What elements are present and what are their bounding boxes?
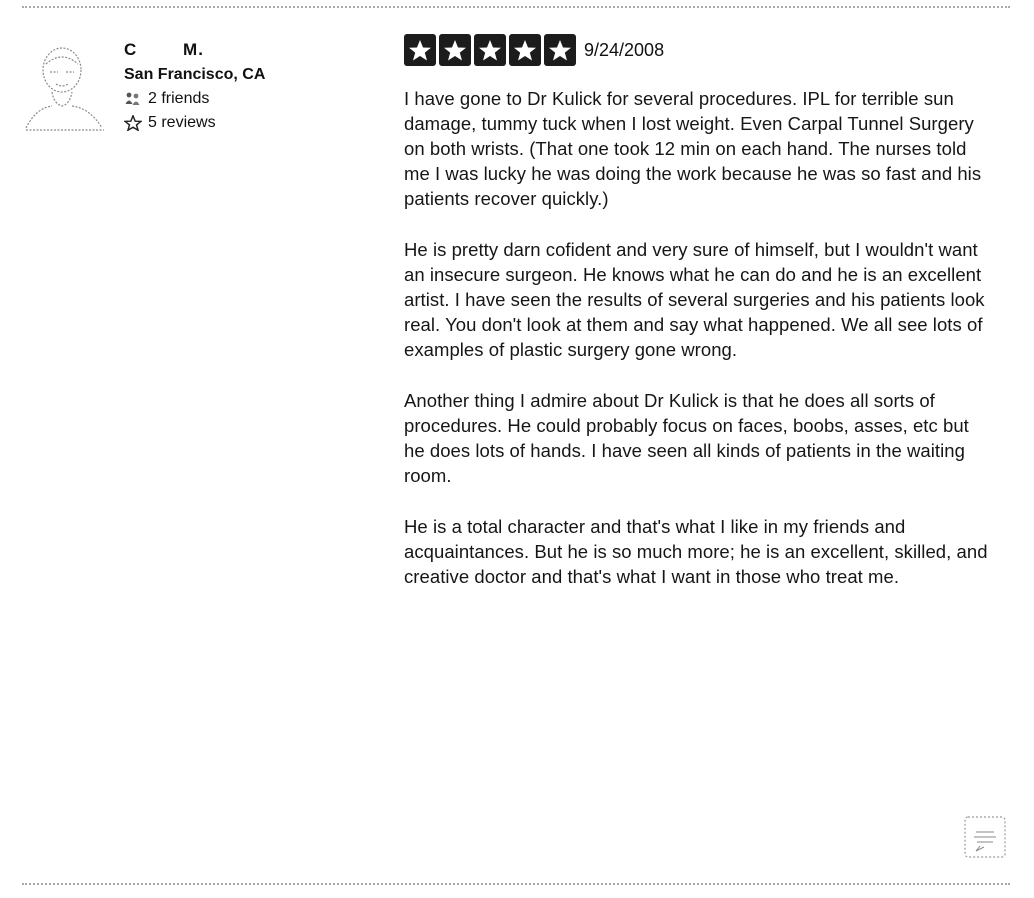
reviewer-friends[interactable] [124, 90, 364, 108]
star-icon [474, 34, 506, 66]
reviewer-reviews[interactable] [124, 114, 364, 132]
review-paragraph: He is a total character and that's what I like in my friends and acquaintances. But he is so much more; he is an excellent, skilled, and creative doctor and that's what I want in those who treat me. [404, 516, 988, 587]
user-silhouette-icon [22, 42, 108, 134]
review-paragraph: Another thing I admire about Dr Kulick is that he does all sorts of procedures. He could probably focus on faces, boobs, asses, etc but he does lots of hands. I have seen all kinds of patients in the waiting room. [404, 390, 969, 486]
star-icon [439, 34, 471, 66]
top-divider [22, 6, 1010, 8]
compliment-icon[interactable] [962, 814, 1008, 860]
rating-row [404, 32, 994, 68]
reviewer-info [124, 40, 364, 138]
star-icon [544, 34, 576, 66]
bottom-divider [22, 883, 1010, 885]
star-icon [509, 34, 541, 66]
review-paragraph: He is pretty darn cofident and very sure of himself, but I wouldn't want an insecure surgeon. He knows what he can do and he is an excellent artist. I have seen the results of several surgeries and his patients look real. You don't look at them and say what happened. We all see lots of examples of plastic surgery gone wrong. [404, 239, 985, 360]
star-rating [404, 34, 576, 66]
reviewer-location: San Francisco, CA [124, 66, 266, 83]
review-text [404, 86, 994, 589]
reviewer-avatar[interactable] [22, 42, 108, 134]
reviews-count: 5 reviews [148, 114, 216, 131]
friends-count: 2 friends [148, 90, 210, 107]
review-paragraph: I have gone to Dr Kulick for several procedures. IPL for terrible sun damage, tummy tuck when I lost weight. Even Carpal Tunnel Surgery on both wrists. (That one took 12 min on each hand. The nurses told me I was lucky he was doing the work because he was so fast and his patients recover quickly.) [404, 88, 982, 209]
star-icon [404, 34, 436, 66]
friends-icon [124, 91, 142, 107]
review-date: 9/24/2008 [584, 39, 665, 60]
reviewer-name[interactable]: C M. [124, 40, 204, 59]
review-content [404, 32, 994, 615]
star-outline-icon [124, 115, 142, 131]
